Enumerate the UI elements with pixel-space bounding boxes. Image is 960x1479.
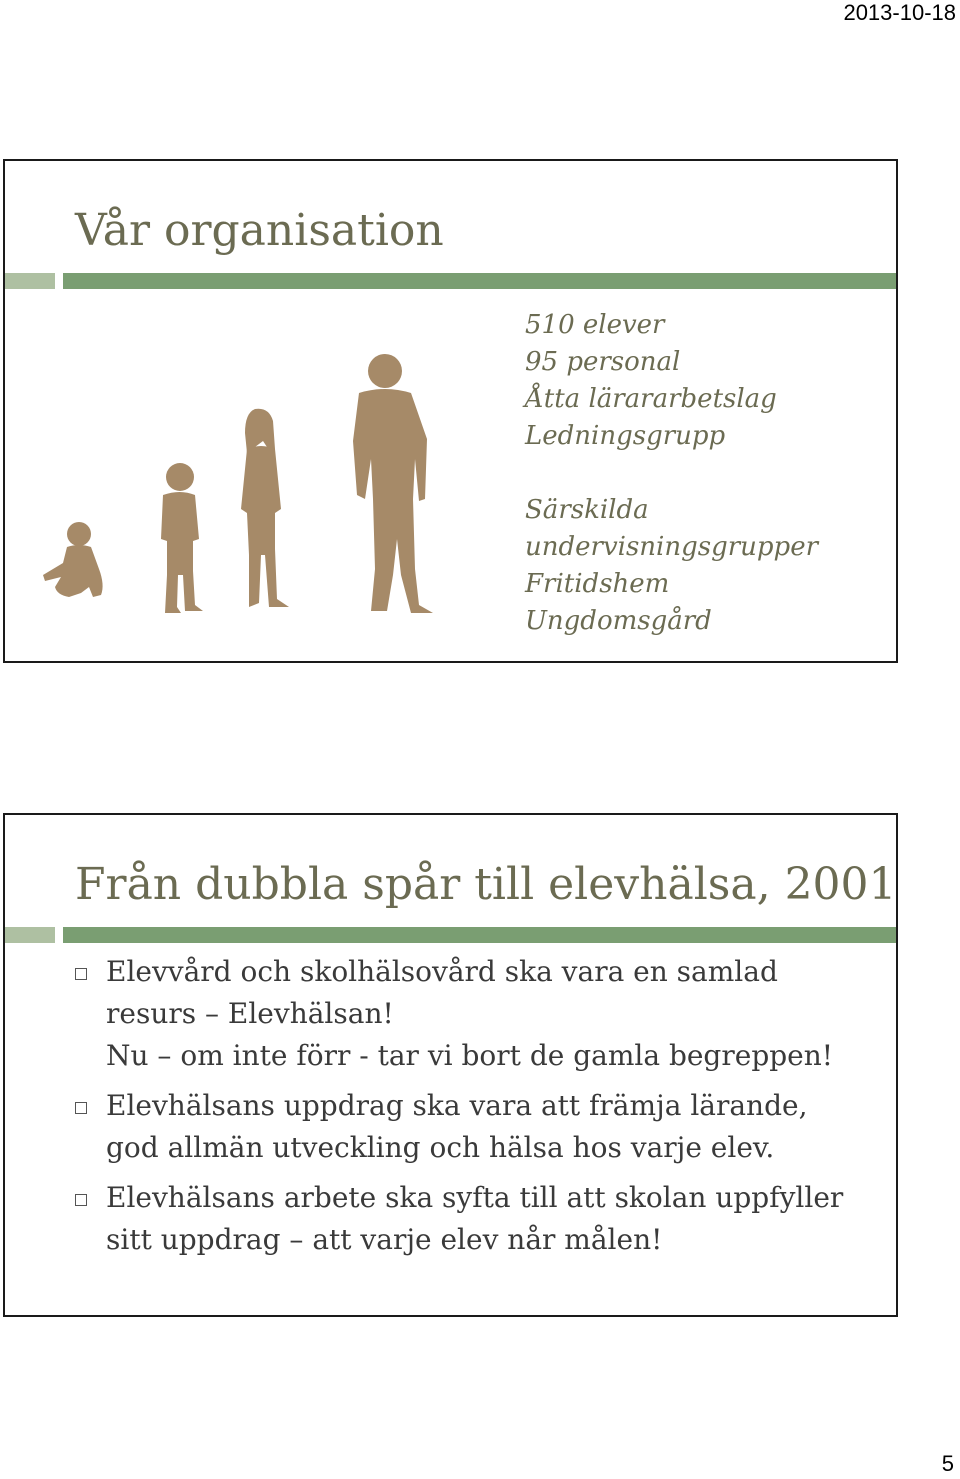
slide-organisation bbox=[3, 159, 898, 663]
divider-bar-short bbox=[5, 273, 55, 289]
list-item bbox=[70, 1085, 870, 1169]
bullet-line: sitt uppdrag – att varje elev når målen! bbox=[106, 1223, 663, 1256]
list-item bbox=[70, 1177, 870, 1261]
bullet-line: god allmän utveckling och hälsa hos varje elev. bbox=[106, 1131, 775, 1164]
bullet-line: Elevhälsans arbete ska syfta till att skolan uppfyller bbox=[106, 1181, 844, 1214]
title-divider-bar bbox=[5, 927, 896, 943]
bullet-line: Elevvård och skolhälsovård ska vara en samlad bbox=[106, 955, 778, 988]
header-date: 2013-10-18 bbox=[843, 0, 956, 25]
fact-item: 95 personal bbox=[525, 347, 681, 377]
fact-item: Ledningsgrupp bbox=[525, 421, 726, 451]
fact-item: Särskilda bbox=[525, 495, 649, 525]
adult-silhouette bbox=[353, 354, 433, 613]
toddler-silhouette bbox=[161, 463, 203, 613]
baby-silhouette bbox=[43, 522, 103, 597]
child-silhouette bbox=[241, 409, 289, 607]
page-number: 5 bbox=[941, 1451, 954, 1476]
divider-bar-long bbox=[63, 927, 896, 943]
bullet-line: Elevhälsans uppdrag ska vara att främja lärande, bbox=[106, 1089, 808, 1122]
divider-bar-short bbox=[5, 927, 55, 943]
fact-item: Åtta lärararbetslag bbox=[525, 384, 777, 414]
fact-item: 510 elever bbox=[525, 310, 665, 340]
slide-title: Från dubbla spår till elevhälsa, 2001 bbox=[75, 859, 897, 910]
fact-item: Fritidshem bbox=[525, 569, 670, 599]
silhouettes-image bbox=[35, 349, 435, 614]
square-bullet-icon bbox=[75, 968, 87, 980]
title-divider-bar bbox=[5, 273, 896, 289]
slide-elevhalsa bbox=[3, 813, 898, 1317]
growth-silhouettes-illustration bbox=[35, 349, 435, 618]
bullet-line: Nu – om inte förr - tar vi bort de gamla begreppen! bbox=[106, 1039, 834, 1072]
bullet-line: resurs – Elevhälsan! bbox=[106, 997, 394, 1030]
square-bullet-icon bbox=[75, 1194, 87, 1206]
fact-item: Ungdomsgård bbox=[525, 606, 712, 636]
slide-title: Vår organisation bbox=[75, 205, 444, 256]
organisation-facts bbox=[525, 307, 818, 640]
list-item bbox=[70, 951, 870, 1077]
fact-item: undervisningsgrupper bbox=[525, 532, 819, 562]
bullet-list bbox=[70, 951, 870, 1269]
divider-bar-long bbox=[63, 273, 896, 289]
square-bullet-icon bbox=[75, 1102, 87, 1114]
